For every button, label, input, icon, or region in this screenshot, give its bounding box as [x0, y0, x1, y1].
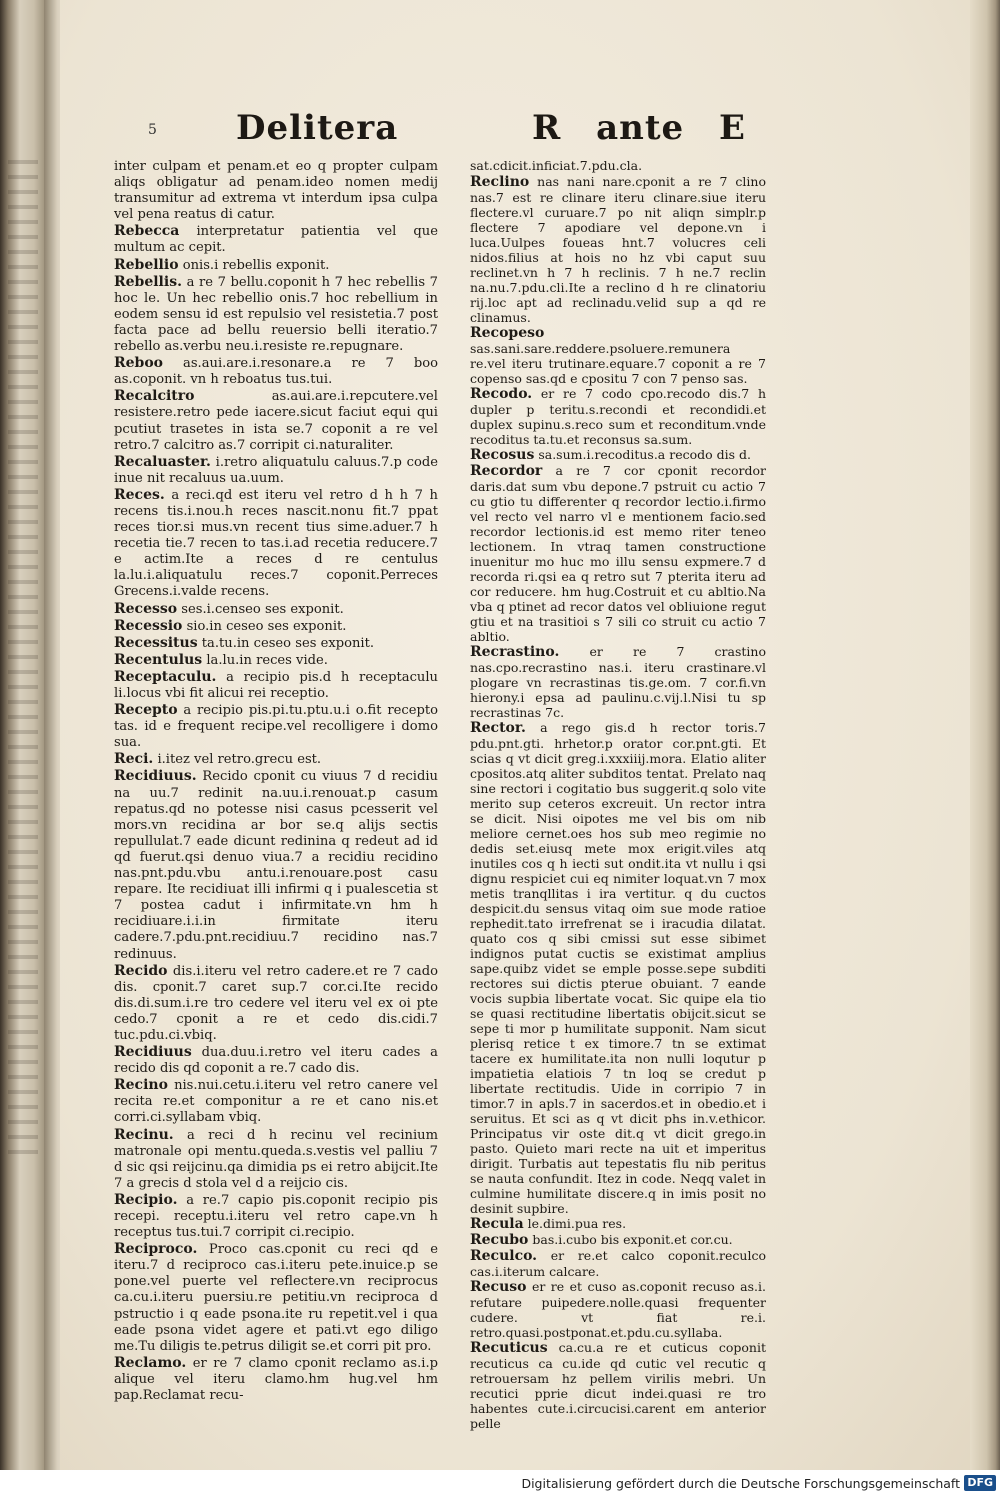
entry-lemma: Recepto: [114, 702, 178, 719]
dictionary-entry: [114, 257, 438, 274]
entry-text: sas.sani.sare.reddere.psoluere.remunera re.vel iteru trutinare.equare.7 coponit a re 7 copenso sas.qd e cpositu 7 con 7 penso sas.: [470, 341, 766, 386]
entry-text: as.aui.are.i.resonare.a re 7 boo as.coponit. vn h reboatus tus.tui.: [114, 356, 438, 388]
entry-text: a recipio pis.pi.tu.ptu.u.i o.fit recepto tas. id e frequent recipe.vel recolligere i domo sua.: [114, 703, 438, 751]
dictionary-entry: [114, 1192, 438, 1241]
entry-text: a reci.qd est iteru vel retro d h h 7 h recens tis.i.nou.h reces nascit.nonu fit.7 ppat reces tior.si mus.vn recent tius sime.aduer.7 h recetia tie.7 recen to tas.i.ad recetia reducere.7 e actim.Ite a reces d re centulus la.lu.i.aliquatulu reces.7 coponit.Perreces Grecens.i.valde recens.: [114, 487, 438, 600]
dictionary-entry: [114, 618, 438, 635]
entry-text: a re.7 capio pis.coponit recipio pis recepi. receptu.i.iteru vel retro cape.vn h receptus tus.tui.7 corripit ci.recipio.: [114, 1192, 438, 1241]
dfg-logo: DFG: [964, 1475, 996, 1491]
entry-text: dis.i.iteru vel retro cadere.et re 7 cado dis. cponit.7 caret sup.7 cor.ci.Ite recido dis.di.sum.i.re tro cedere vel iteru vel ex oi pte cedo.7 cponit a re et cedo dis.cidi.7 tuc.pdu.ci.vbiq.: [114, 963, 438, 1043]
entry-lemma: Recidiuus.: [114, 768, 197, 785]
entry-lemma: Rebellio: [114, 256, 179, 273]
entry-lemma: Rector.: [470, 720, 526, 736]
entry-text: sat.cdicit.inficiat.7.pdu.cla.: [470, 158, 643, 173]
dictionary-entry: [114, 635, 438, 652]
dictionary-entry: [114, 223, 438, 256]
entry-text: nas nani nare.cponit a re 7 clino nas.7 est re clinare iteru clinare.siue iteru flectere.vl curuare.7 po nit aliqn simplr.p flectere 7 apodiare vel depone.vn i luca.Uulpes foueas hnt.7 volucres celi nidos.filius at hois no hz vbi caput suu reclinet.vn h 7 h reclinis. 7 h ne.7 reclin na.nu.7.pdu.cli.Ite a reclino d h re clinatoriu rij.loc apt ad reclinadu.velid sup a qd re clinamus.: [470, 174, 766, 325]
dictionary-entry: [114, 652, 438, 669]
entry-text: as.aui.are.i.repcutere.vel resistere.retro pede iacere.sicut faciut equi qui pcutiut trasetes in ista se.7 coponit a re vel retro.7 calcitro as.7 corripit ci.naturaliter.: [114, 389, 438, 453]
left-page-text-ghost: [8, 160, 38, 1160]
left-page-edge: [0, 0, 46, 1470]
entry-lemma: Rebellis.: [114, 273, 182, 290]
entry-lemma: Reci.: [114, 751, 154, 768]
text-column-right: [470, 158, 766, 1431]
dictionary-entry: [114, 355, 438, 388]
entry-lemma: Rebecca: [114, 223, 180, 240]
entry-lemma: Reces.: [114, 486, 165, 503]
entry-text: er re et cuso as.coponit recuso as.i. refutare puipedere.nolle.quasi frequenter cudere. vt fiat re.i. retro.quasi.postponat.et.pdu.cu.syllaba.: [470, 1279, 766, 1340]
dictionary-entry: [470, 720, 766, 1216]
dictionary-entry: [470, 386, 766, 447]
funding-credit: Digitalisierung gefördert durch die Deutsche Forschungsgemeinschaft: [521, 1476, 960, 1491]
folio-number: 5: [148, 122, 157, 138]
entry-text: a re 7 cor cponit recordor daris.dat sum vbu depone.7 pstruit cu actio 7 cu gtio tu differenter q recordor lectio.i.firmo vel recto vel narro vl e mentionem facio.sed recordor lectionis.id est memo riter teneo lectionem. In vtraq tamen constructione inuenitur mo huc mo illu sensu expmere.7 d recorda ri.qsi ea q retro sut 7 pterita iteru ad cor reducere. hm hug.Costruit et cu abltio.Na vba q ptinet ad recor datos vel obliuione regut gtiu et na trasitioi s 7 sili co struit cu actio 7 abltio.: [470, 463, 766, 644]
entry-text: inter culpam et penam.et eo q propter culpam aliqs obligatur ad penam.ideo nomen medij transumitur ad extrema vt interdum ipsa culpa vel pena reatus di catur.: [114, 159, 438, 223]
dictionary-entry: [114, 601, 438, 618]
entry-text: le.dimi.pua res.: [527, 1216, 627, 1231]
dictionary-entry: [114, 1241, 438, 1355]
entry-text: nis.nui.cetu.i.iteru vel retro canere vel recita re.et componitur a re et cano nis.et corri.ci.syllabam vbiq.: [114, 1078, 438, 1126]
entry-text: er re 7 crastino nas.cpo.recrastino nas.i. iteru crastinare.vl plogare vn recrastinas tis.ge.om. 7 cor.fi.vn hierony.i epsa ad paulinu.c.vij.l.Nisi tu sp recrastinas 7c.: [470, 644, 766, 720]
entry-text: er re.et calco coponit.reculco cas.i.iterum calcare.: [470, 1248, 766, 1279]
dictionary-entry: [470, 1248, 766, 1279]
dictionary-entry: [114, 1077, 438, 1126]
entry-text: sa.sum.i.recoditus.a recodo dis d.: [538, 447, 751, 462]
entry-lemma: Reboo: [114, 355, 164, 372]
dictionary-entry: [114, 963, 438, 1044]
entry-lemma: Recidiuus: [114, 1044, 192, 1061]
dictionary-entry: [114, 1044, 438, 1077]
dictionary-entry: [470, 1340, 766, 1431]
entry-lemma: Reciproco.: [114, 1241, 198, 1258]
dictionary-entry: [114, 454, 438, 487]
entry-text: a rego gis.d h rector toris.7 pdu.pnt.gti. hrhetor.p orator cor.pnt.gti. Et scias q vt dicit greg.i.xxxiiij.mora. Elatio aliter cpositos.atq aliter subditos tentat. Prelato naq sine rectori i cogitatio bus suggerit.q solo vite merito sup ceteros excreuit. Un rector intra se dicit. Nisi oipotes me vel bis om nib meliore cernet.oes hos sub meo regimie no dedis set.eiusq mete mox erigit.viles atq inutiles cos q h iecti sut ondit.ita vt nullu i qsi dignu respiciet cui eq nimiter loquat.vn 7 mox metis tranqllitas i ira vertitur. q du cuctos despicit.du sensus vitaq oim sue mode ratioe rephedit.tato irrefrenat se i iracudia dilatat. quato cos q sibi cmissi sut esse sibimet indignos putat cuctis se existimat amplius sape.quibz videt se emple posse.sepe subditi rectores sui dictis pterue obuiant. 7 eande vocis supbia libertate vocat. Sic quipe ela tio se quasi rectitudine libertatis obijcit.sicut se sepe ti mor p humilitate supponit. Nam sicut plerisq retice t ex timore.7 tn se extimat tacere ex humilitate.ita non nulli loqutur p impatietia elatiois 7 tn loq se credut p libertate rectitudis. Uide in corripio 7 in timor.7 in apls.7 in sacerdos.et in obedio.et i seruitus. Et sci as q vt dicit phs in.v.ethicor. Principatus vir oste dit.q vt dicit grego.in pasto. Quieto mari recte na uit et imperitus dirigit. Turbatis aut tepestatis flu nib peritus se nauta confundit. Itez in code. Neqq valet in culmine humilitate discere.q in imis posit no desinit supbire.: [470, 720, 766, 1216]
dictionary-entry: [114, 702, 438, 751]
entry-text: a reci d h recinu vel recinium matronale opi mentu.queda.s.vestis vel palliu 7 d sic qsi reijcinu.qa dimidia ps ei retro abijcit.Ite 7 a grecis d stola vel d a reijcio cis.: [114, 1127, 438, 1191]
entry-lemma: Recino: [114, 1077, 168, 1094]
entry-text: ta.tu.in ceseo ses exponit.: [201, 635, 375, 651]
dictionary-entry: [470, 325, 766, 386]
dictionary-entry: [470, 158, 766, 174]
dictionary-entry: [470, 447, 766, 463]
entry-lemma: Receptaculu.: [114, 668, 217, 685]
entry-lemma: Recido: [114, 962, 168, 979]
entry-lemma: Recordor: [470, 463, 543, 479]
entry-text: er re 7 clamo cponit reclamo as.i.p alique vel iteru clamo.hm hug.vel hm pap.Reclamat recu-: [114, 1355, 438, 1404]
dictionary-entry: [114, 768, 438, 962]
entry-lemma: Recalcitro: [114, 388, 195, 405]
entry-lemma: Recula: [470, 1216, 524, 1232]
running-head-left: Delitera: [236, 108, 399, 148]
entry-text: sio.in ceseo ses exponit.: [186, 618, 347, 634]
dictionary-entry: [114, 1127, 438, 1192]
entry-text: i.retro aliquatulu caluus.7.p code inue nit recaluus ua.uum.: [114, 454, 438, 486]
entry-text: ca.cu.a re et cuticus coponit recuticus ca cu.ide qd cutic vel recutic q retrouersam hz pellem virilis mebri. Un recutici pprie dicut indei.quasi re tro habentes cute.i.circucisi.carent em anterior pelle: [470, 1340, 766, 1431]
dictionary-entry: [470, 1279, 766, 1340]
entry-lemma: Recrastino.: [470, 644, 560, 660]
entry-lemma: Recosus: [470, 447, 535, 463]
dictionary-entry: [114, 487, 438, 601]
entry-text: dua.duu.i.retro vel iteru cades a recido dis qd coponit a re.7 cado dis.: [114, 1045, 438, 1077]
entry-lemma: Recodo.: [470, 386, 533, 402]
dictionary-entry: [114, 158, 438, 223]
entry-lemma: Recesso: [114, 600, 178, 617]
entry-lemma: Recaluaster.: [114, 453, 211, 470]
dictionary-entry: [470, 463, 766, 644]
entry-lemma: Recessitus: [114, 634, 198, 651]
entry-lemma: Recessio: [114, 617, 183, 634]
entry-text: ses.i.censeo ses exponit.: [181, 601, 344, 617]
text-column-left: [114, 158, 438, 1404]
entry-text: bas.i.cubo bis exponit.et cor.cu.: [532, 1232, 733, 1247]
entry-lemma: Reclino: [470, 174, 530, 190]
entry-lemma: Recinu.: [114, 1126, 174, 1143]
dictionary-entry: [114, 1355, 438, 1404]
entry-lemma: Recentulus: [114, 651, 203, 668]
entry-text: i.itez vel retro.grecu est.: [157, 752, 322, 768]
entry-text: a recipio pis.d h receptaculu li.locus vbi fit alicui rei receptio.: [114, 669, 438, 701]
entry-text: la.lu.in reces vide.: [206, 652, 328, 668]
dictionary-entry: [470, 174, 766, 325]
entry-lemma: Reclamo.: [114, 1354, 187, 1371]
dictionary-entry: [470, 1216, 766, 1232]
entry-lemma: Recubo: [470, 1232, 529, 1248]
dictionary-entry: [470, 1232, 766, 1248]
entry-lemma: Recipio.: [114, 1191, 178, 1208]
entry-text: a re 7 bellu.coponit h 7 hec rebellis 7 hoc le. Un hec rebellio onis.7 hoc rebellium in eodem sensu id est repulsio vel resistetia.7 post facta pace ad bellu reuersio belli iteratio.7 rebello as.verbu neu.i.resiste re.repugnare.: [114, 274, 438, 355]
dictionary-entry: [470, 644, 766, 720]
entry-lemma: Recopeso: [470, 325, 545, 341]
page-edge-right: [970, 0, 1000, 1470]
dictionary-entry: [114, 751, 438, 768]
entry-lemma: Recuticus: [470, 1340, 548, 1356]
running-head-right: R ante E: [532, 108, 746, 148]
digitization-footer: [0, 1470, 1000, 1497]
dictionary-entry: [114, 274, 438, 355]
entry-text: Proco cas.cponit cu reci qd e iteru.7 d reciproco cas.i.iteru pete.inuice.p se pone.vel puerte vel reflectere.vn reciprocus ca.cu.i.iteru puersiu.re petitiu.vn reciproca d pstructio i q eade psona.ite ru repetit.vel i qua eade psona videt agere et pati.vt ego diligo me.Tu diligis te.petrus diligit se.et corri pit pro.: [114, 1242, 438, 1354]
dictionary-entry: [114, 388, 438, 453]
entry-text: onis.i rebellis exponit.: [182, 257, 330, 273]
entry-lemma: Recuso: [470, 1279, 527, 1295]
entry-text: Recido cponit cu viuus 7 d recidiu na uu.7 redinit na.uu.i.renouat.p casum repatus.qd no potesse nisi casus pcesserit vel mors.vn recidina ar bor se.q alijs sectis repullulat.7 eade dicunt redinina q redeut ad id qd fuerut.qsi denuo viua.7 a recidiu recidino nas.pnt.pdu.vbu antu.i.renouare.post casu repare. Ite recidiuat illi infirmi q i pualescetia st 7 postea cadut i infirmitate.vn hm h recidiuare.i.i.in firmitate iteru cadere.7.pdu.pnt.recidiuu.7 recidino nas.7 redinuus.: [114, 769, 438, 962]
dictionary-entry: [114, 669, 438, 702]
entry-text: interpretatur patientia vel que multum ac cepit.: [114, 224, 438, 256]
entry-text: er re 7 codo cpo.recodo dis.7 h dupler p teritu.s.recondi et recondidi.et duplex supinu.s.reco sum et reconditum.vnde recoditus ta.tu.et reconsus sa.sum.: [470, 386, 766, 447]
entry-lemma: Reculco.: [470, 1248, 538, 1264]
